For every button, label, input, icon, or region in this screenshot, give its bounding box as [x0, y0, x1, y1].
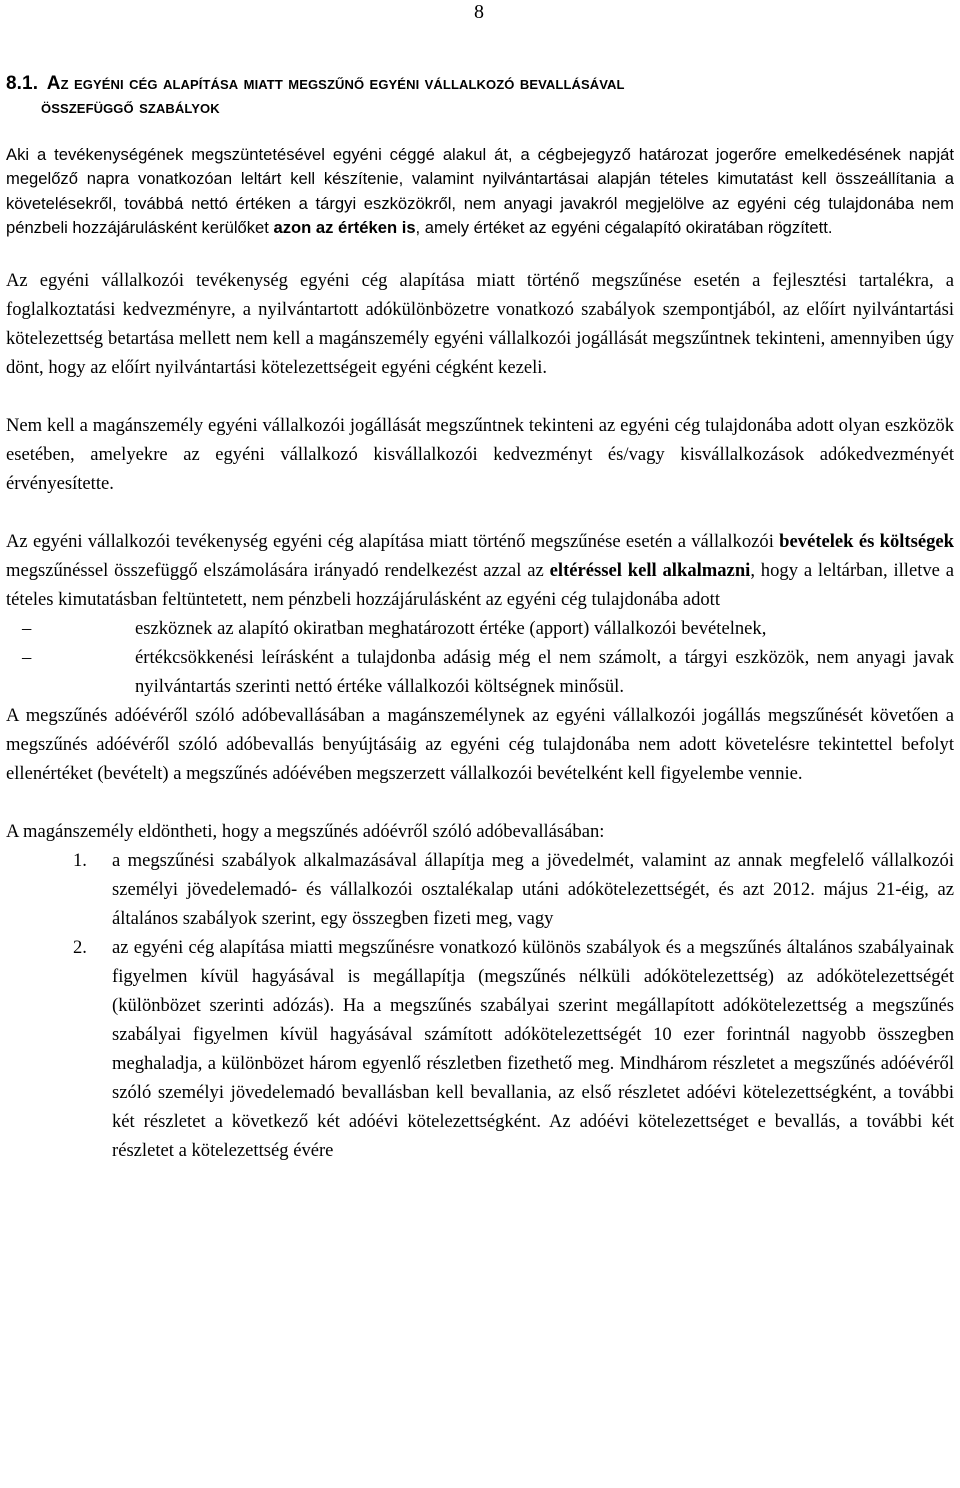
- numbered-list-item: [6, 933, 954, 1165]
- paragraph-4-bold-1: bevételek és költségek: [779, 530, 954, 552]
- item-text: az egyéni cég alapítása miatti megszűnésre vonatkozó különös szabályok és a megszűnés általános szabályainak figyelmen kívül hagyásával is megállapítja (megszűnés nélküli adókötelezettség) az adókötelezettségét (különbözet szerinti adózás). Ha a megszűnés szabályai szerint megállapított adókötelezettség a megszűnés szabályai figyelmen kívül hagyásával számított adókötelezettségét 10 ezer forintnál nagyobb összegben meghaladja, a különbözet három egyenlő részletben fizethető meg. Mindhárom részletet a megszűnés adóévéről szóló személyi jövedelemadó bevallásban kell bevallania, az első részletet adóévi kötelezettségként, a további két részletet a következő két adóévi kötelezettségként. Az adóévi kötelezettséget e bevallás, a további két részletet a kötelezettség évére: [112, 936, 954, 1161]
- dash-list-item: [6, 614, 954, 643]
- paragraph-4-bold-2: eltéréssel kell alkalmazni: [549, 559, 751, 581]
- item-number: 2.: [73, 936, 87, 958]
- dash-item-text: eszköznek az alapító okiratban meghatározott értéke (apport) vállalkozói bevételnek,: [135, 617, 767, 639]
- paragraph-4-text: Az egyéni vállalkozói tevékenység egyéni cég alapítása miatt történő megszűnése esetén a vállalkozói: [6, 530, 780, 552]
- paragraph-4: [6, 527, 954, 614]
- numbered-list: [6, 846, 954, 1165]
- paragraph-6: A magánszemély eldöntheti, hogy a megszűnés adóévről szóló adóbevallásában:: [6, 820, 605, 842]
- item-text: a megszűnési szabályok alkalmazásával állapítja meg a jövedelmét, valamint az annak megfelelő vállalkozói személyi jövedelemadó- és vállalkozói osztalékalap utáni adókötelezettségét, és azt 2012. május 21-éig, az általános szabályok szerint, egy összegben fizeti meg, vagy: [112, 849, 954, 929]
- section-title-line1: Az egyéni cég alapítása miatt megszűnő egyéni vállalkozó bevallásával: [46, 73, 625, 94]
- paragraph-1-text: Aki a tevékenységének megszüntetésével egyéni céggé alakul át, a cégbejegyző határozat jogerőre emelkedésének napját megelőző napra vonatkozóan leltárt kell készítenie, valamint nyilvántartásai alapján tételes kimutatást kell összeállítania a követelésekről, továbbá nettó értéken a tárgyi eszközökről, nem anyagi javakról megjelölve az egyéni cég tulajdonába nem pénzbeli hozzájárulásként kerülőket: [6, 145, 954, 238]
- paragraph-2: Az egyéni vállalkozói tevékenység egyéni cég alapítása miatt történő megszűnése esetén a fejlesztési tartalékra, a foglalkoztatási kedvezményre, a nyilvántartott adókülönbözetre vonatkozó szabályok szempontjából, az előírt nyilvántartási kötelezettség betartása mellett nem kell a magánszemély egyéni vállalkozói jogállását megszűntnek tekinteni, amennyiben úgy dönt, hogy az előírt nyilvántartási kötelezettségeit egyéni cégként kezeli.: [6, 269, 954, 378]
- document-body: [6, 72, 954, 1165]
- paragraph-3: Nem kell a magánszemély egyéni vállalkozói jogállását megszűntnek tekinteni az egyéni cég tulajdonába adott olyan eszközök esetében, amelyekre az egyéni vállalkozó kisvállalkozói kedvezményt és/vagy kisvállalkozások adókedvezményét érvényesítette.: [6, 414, 954, 494]
- section-title-line2: összefüggő szabályok: [41, 97, 220, 118]
- dash-list: [6, 614, 954, 701]
- page-number: 8: [474, 1, 484, 23]
- section-number: 8.1.: [6, 73, 39, 94]
- paragraph-1-bold: azon az értéken is: [273, 218, 416, 238]
- item-number: 1.: [73, 849, 87, 871]
- paragraph-5: A megszűnés adóévéről szóló adóbevallásában a magánszemélynek az egyéni vállalkozói jogállás megszűnését követően a megszűnés adóévéről szóló adóbevallás benyújtásáig az egyéni cég tulajdonába nem adott követelésre tekintettel befolyt ellenértéket (bevételt) a megszűnés adóévében megszerzett vállalkozói bevételként kell figyelembe vennie.: [6, 704, 954, 784]
- dash-list-item: [6, 643, 954, 701]
- dash-item-text: értékcsökkenési leírásként a tulajdonba adásig még el nem számolt, a tárgyi eszközök, nem anyagi javak nyilvántartás szerinti nettó értéke vállalkozói költségnek minősül.: [135, 646, 954, 697]
- paragraph-4-text-3: , hogy a leltárban, illetve a tételes kimutatásban feltüntetett, nem pénzbeli hozzájárulásként az egyéni cég tulajdonába adott: [6, 559, 954, 610]
- numbered-list-item: [6, 846, 954, 933]
- section-heading: [6, 72, 954, 120]
- paragraph-1-text-end: , amely értéket az egyéni cégalapító okiratában rögzített.: [415, 218, 833, 238]
- dash-bullet: –: [22, 646, 32, 668]
- dash-bullet: –: [22, 617, 32, 639]
- paragraph-1: [6, 143, 954, 241]
- paragraph-4-text-2: megszűnéssel összefüggő elszámolására irányadó rendelkezést azzal az: [6, 559, 550, 581]
